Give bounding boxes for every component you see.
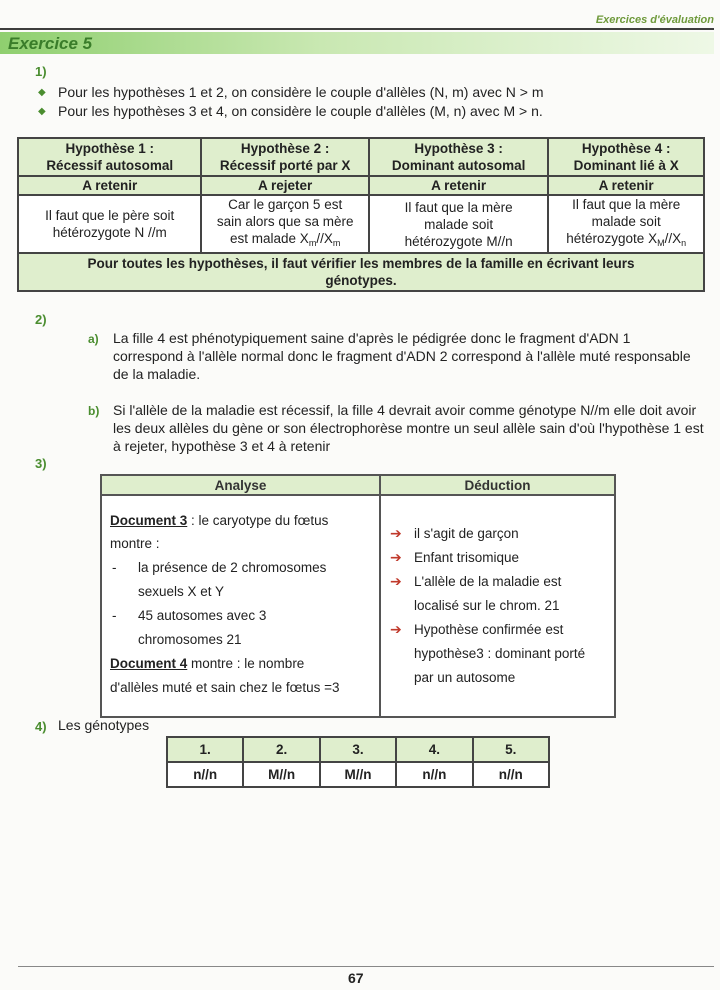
- item1-l2: sexuels X et Y: [138, 584, 225, 599]
- q3-number: 3): [35, 456, 47, 471]
- section-label: Exercices d'évaluation: [595, 14, 714, 26]
- hyp-content-4: Il faut que la mère malade soit hétérozygote $X_M//X_n$: [548, 195, 704, 253]
- deduction-header: Déduction: [381, 476, 614, 496]
- analysis-header: Analyse: [102, 476, 379, 496]
- bullet-icon: ◆: [38, 106, 46, 117]
- hyp-content-2: Car le garçon 5 est sain alors que sa mère est malade $X_m//X_m$: [201, 195, 368, 253]
- hyp-content-1: Il faut que le père soit hétérozygote N //m: [18, 195, 201, 253]
- ded-1: il s'agit de garçon: [414, 526, 519, 541]
- q2-b-text: Si l'allèle de la maladie est récessif, la fille 4 devrait avoir comme génotype N//m elle doit avoir les deux allèles du gène or son électrophorèse montre un seul allèle sain d'où l'hypothèse 1 est à rejeter, hypothèse 3 et 4 à retenir: [113, 402, 704, 454]
- q4-number: 4): [35, 719, 47, 734]
- column-divider: [379, 476, 381, 716]
- dash-1: -: [112, 560, 117, 575]
- hyp-content-3: Il faut que la mère malade soit hétérozygote M//n: [369, 195, 548, 253]
- individual-5: 5.: [473, 737, 549, 762]
- hyp-result-2: A rejeter: [201, 176, 368, 195]
- q4-label: Les génotypes: [58, 717, 150, 733]
- dash-2: -: [112, 608, 117, 623]
- genotype-2: M//n: [243, 762, 319, 787]
- q2-number: 2): [35, 312, 47, 327]
- hypothesis-table: [17, 137, 705, 292]
- q2-a-text: La fille 4 est phénotypiquement saine d'après le pédigrée donc le fragment d'ADN 1 correspond à l'allèle normal donc le fragment d'ADN 2 correspond à l'allèle muté responsable de la maladie.: [113, 330, 691, 382]
- footer-rule: [18, 966, 714, 967]
- bullet-icon: ◆: [38, 87, 46, 98]
- exercise-title: Exercice 5: [8, 34, 93, 53]
- genotype-4: n//n: [396, 762, 472, 787]
- hyp-header-2: Hypothèse 2 : Récessif porté par X: [201, 138, 368, 176]
- hyp-result-1: A retenir: [18, 176, 201, 195]
- arrow-right-icon: ➔: [390, 525, 402, 541]
- item1-l1: la présence de 2 chromosomes: [138, 560, 327, 575]
- genotype-3: M//n: [320, 762, 396, 787]
- ded-4-l3: par un autosome: [414, 670, 516, 685]
- hyp-header-1: Hypothèse 1 : Récessif autosomal: [18, 138, 201, 176]
- individual-3: 3.: [320, 737, 396, 762]
- ded-3-l1: L'allèle de la maladie est: [414, 574, 562, 589]
- individual-1: 1.: [167, 737, 243, 762]
- hyp-footer: Pour toutes les hypothèses, il faut vérifier les membres de la famille en écrivant leurs génotypes.: [18, 253, 704, 291]
- header-rule: [0, 28, 714, 30]
- page-number: 67: [348, 970, 364, 986]
- doc3-line: Document 3 : le caryotype du fœtus: [110, 513, 329, 528]
- arrow-right-icon: ➔: [390, 573, 402, 589]
- doc4-line-2: d'allèles muté et sain chez le fœtus =3: [110, 680, 340, 695]
- q2-a-label: a): [88, 332, 99, 346]
- q1-number: 1): [35, 64, 47, 79]
- hyp-header-3: Hypothèse 3 : Dominant autosomal: [369, 138, 548, 176]
- hyp-result-3: A retenir: [369, 176, 548, 195]
- ded-3-l2: localisé sur le chrom. 21: [414, 598, 560, 613]
- exercise-banner: [0, 32, 714, 54]
- genotype-table: [166, 736, 550, 788]
- q2-b-label: b): [88, 404, 100, 418]
- item2-l1: 45 autosomes avec 3: [138, 608, 267, 623]
- item2-l2: chromosomes 21: [138, 632, 242, 647]
- arrow-right-icon: ➔: [390, 621, 402, 637]
- doc3-montre: montre :: [110, 536, 160, 551]
- analysis-table: [100, 474, 616, 718]
- individual-4: 4.: [396, 737, 472, 762]
- hyp-header-4: Hypothèse 4 : Dominant lié à X: [548, 138, 704, 176]
- q1-bullet-1: Pour les hypothèses 1 et 2, on considère le couple d'allèles (N, m) avec N > m: [58, 84, 544, 100]
- hyp-result-4: A retenir: [548, 176, 704, 195]
- arrow-right-icon: ➔: [390, 549, 402, 565]
- doc4-line: Document 4 montre : le nombre: [110, 656, 305, 671]
- ded-4-l1: Hypothèse confirmée est: [414, 622, 564, 637]
- ded-2: Enfant trisomique: [414, 550, 520, 565]
- individual-2: 2.: [243, 737, 319, 762]
- ded-4-l2: hypothèse3 : dominant porté: [414, 646, 586, 661]
- genotype-5: n//n: [473, 762, 549, 787]
- q1-bullet-2: Pour les hypothèses 3 et 4, on considère le couple d'allèles (M, n) avec M > n.: [58, 103, 543, 119]
- genotype-1: n//n: [167, 762, 243, 787]
